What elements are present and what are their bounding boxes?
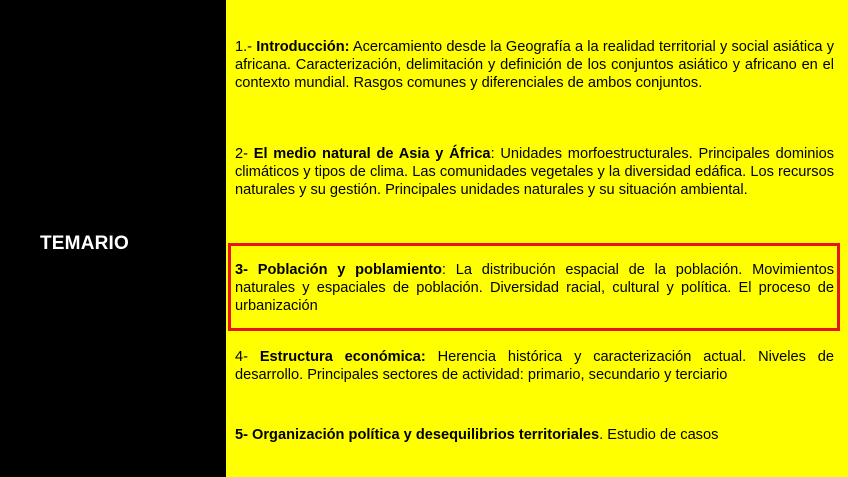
topic-3-number: 3- <box>235 262 258 278</box>
slide-title: TEMARIO <box>40 233 130 254</box>
topic-3-text: : La distribución espacial de la población. Movimientos naturales y espaciales de población. Diversidad racial, cultural y política. El proceso de urbanización <box>235 262 834 314</box>
topic-4-heading: Estructura económica: <box>259 349 426 365</box>
topic-5-text: . Estudio de casos <box>599 427 719 443</box>
topic-4-text: Herencia histórica y caracterización actual. Niveles de desarrollo. Principales sectores de actividad: primario, secundario y terciario <box>235 349 834 383</box>
topic-2 <box>235 145 834 199</box>
topic-2-number: 2- <box>235 146 254 162</box>
topic-2-heading: El medio natural de Asia y África <box>253 146 491 162</box>
topic-1 <box>235 38 834 92</box>
sidebar-panel <box>0 0 226 477</box>
topic-5-number: 5- <box>235 427 253 443</box>
topic-1-heading: Introducción: <box>256 39 350 55</box>
topic-4-number: 4- <box>235 349 260 365</box>
topic-3-heading: Población y poblamiento <box>257 262 442 278</box>
topic-5-heading: Organización política y desequilibrios territoriales <box>252 427 600 443</box>
topic-3 <box>235 261 834 315</box>
topic-4 <box>235 348 834 384</box>
topic-5 <box>235 426 834 444</box>
topic-2-text: : Unidades morfoestructurales. Principales dominios climáticos y tipos de clima. Las comunidades vegetales y la diversidad edáfica. Los recursos naturales y su gestión. Principales unidades naturales y su situación ambiental. <box>235 146 835 198</box>
topic-1-text: Acercamiento desde la Geografía a la realidad territorial y social asiática y africana. Caracterización, delimitación y definición de los conjuntos asiático y africano en el contexto mundial. Rasgos comunes y diferenciales de ambos conjuntos. <box>235 39 834 91</box>
content-panel <box>226 0 848 477</box>
topic-1-number: 1.- <box>235 39 257 55</box>
